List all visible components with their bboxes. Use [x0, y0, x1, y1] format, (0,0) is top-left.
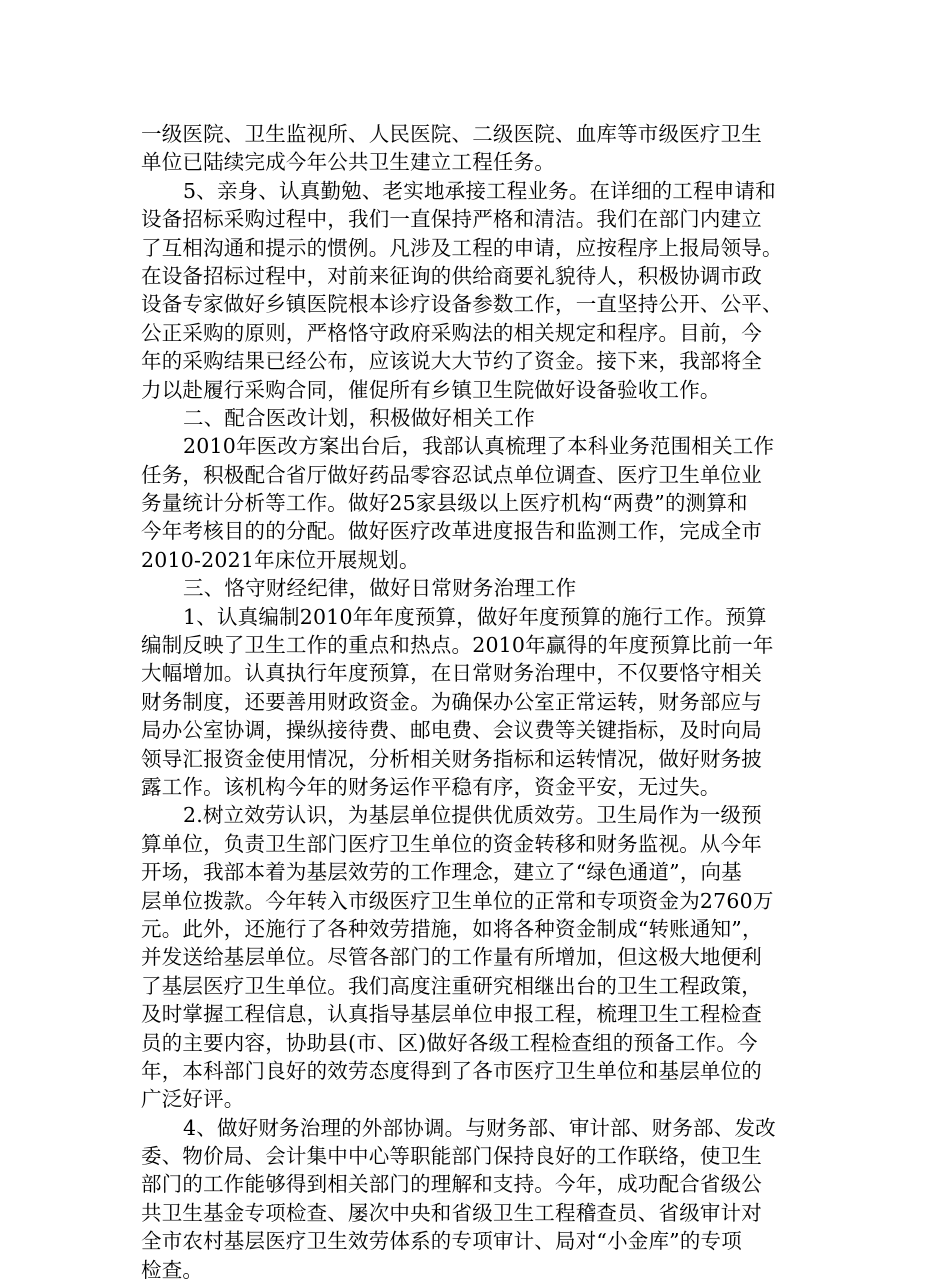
text-line: 元。此外，还施行了各种效劳措施，如将各种资金制成“转账通知”， — [141, 916, 763, 941]
text-line: 领导汇报资金使用情况，分析相关财务指标和运转情况，做好财务披 — [141, 746, 762, 771]
text-line: 2010-2021年床位开展规划。 — [141, 547, 420, 572]
text-line: 今年考核目的的分配。做好医疗改革进度报告和监测工作，完成全市 — [141, 519, 762, 544]
text-line: 委、物价局、会计集中中心等职能部门保持良好的工作联络，使卫生 — [141, 1144, 762, 1169]
text-line: 财务制度，还要善用财政资金。为确保办公室正常运转，财务部应与 — [141, 689, 762, 714]
text-line: 设备招标采购过程中，我们一直保持严格和清洁。我们在部门内建立 — [141, 207, 762, 232]
text-line: 广泛好评。 — [141, 1087, 245, 1112]
text-line: 层单位拨款。今年转入市级医疗卫生单位的正常和专项资金为2760万 — [141, 888, 774, 913]
paragraph-start-line: 2.树立效劳认识，为基层单位提供优质效劳。卫生局作为一级预 — [183, 803, 762, 828]
paragraph-start-line: 5、亲身、认真勤勉、老实地承接工程业务。在详细的工程申请和 — [183, 178, 776, 203]
text-line: 开场，我部本着为基层效劳的工作理念，建立了“绿色通道”，向基 — [141, 860, 742, 885]
text-line: 年，本科部门良好的效劳态度得到了各市医疗卫生单位和基层单位的 — [141, 1058, 762, 1083]
text-line: 员的主要内容，协助县(市、区)做好各级工程检查组的预备工作。今 — [141, 1030, 758, 1055]
text-line: 算单位，负责卫生部门医疗卫生单位的资金转移和财务监视。从今年 — [141, 831, 762, 856]
text-line: 检查。 — [141, 1257, 204, 1282]
text-line: 编制反映了卫生工作的重点和热点。2010年赢得的年度预算比前一年 — [141, 633, 774, 658]
text-line: 年的采购结果已经公布，应该说大大节约了资金。接下来，我部将全 — [141, 349, 762, 374]
paragraph-start-line: 4、做好财务治理的外部协调。与财务部、审计部、财务部、发改 — [183, 1115, 776, 1140]
text-line: 在设备招标过程中，对前来征询的供给商要礼貌待人，积极协调市政 — [141, 263, 762, 288]
text-line: 局办公室协调，操纵接待费、邮电费、会议费等关键指标，及时向局 — [141, 718, 762, 743]
text-line: 共卫生基金专项检查、屡次中央和省级卫生工程稽查员、省级审计对 — [141, 1200, 762, 1225]
text-line: 力以赴履行采购合同，催促所有乡镇卫生院做好设备验收工作。 — [141, 377, 721, 402]
text-line: 并发送给基层单位。尽管各部门的工作量有所增加，但这极大地便利 — [141, 945, 762, 970]
text-line: 及时掌握工程信息，认真指导基层单位申报工程，梳理卫生工程检查 — [141, 1002, 762, 1027]
text-line: 设备专家做好乡镇医院根本诊疗设备参数工作，一直坚持公开、公平、 — [141, 292, 783, 317]
text-line: 公正采购的原则，严格恪守政府采购法的相关规定和程序。目前，今 — [141, 320, 762, 345]
paragraph-start-line: 2010年医改方案出台后，我部认真梳理了本科业务范围相关工作 — [183, 434, 775, 459]
section-heading: 二、配合医改计划，积极做好相关工作 — [183, 405, 535, 430]
text-line: 大幅增加。认真执行年度预算，在日常财务治理中，不仅要恪守相关 — [141, 661, 762, 686]
text-line: 一级医院、卫生监视所、人民医院、二级医院、血库等市级医疗卫生 — [141, 122, 762, 146]
text-line: 全市农村基层医疗卫生效劳体系的专项审计、局对“小金库”的专项 — [141, 1229, 742, 1254]
text-line: 务量统计分析等工作。做好25家县级以上医疗机构“两费”的测算和 — [141, 491, 748, 516]
paragraph-start-line: 1、认真编制2010年年度预算，做好年度预算的施行工作。预算 — [183, 604, 767, 629]
section-heading: 三、恪守财经纪律，做好日常财务治理工作 — [183, 576, 577, 601]
text-line: 了基层医疗卫生单位。我们高度注重研究相继出台的卫生工程政策， — [141, 973, 762, 998]
text-line: 了互相沟通和提示的惯例。凡涉及工程的申请，应按程序上报局领导。 — [141, 235, 783, 260]
text-line: 单位已陆续完成今年公共卫生建立工程任务。 — [141, 150, 555, 175]
text-line: 部门的工作能够得到相关部门的理解和支持。今年，成功配合省级公 — [141, 1172, 762, 1197]
document-body — [141, 120, 816, 1284]
text-line: 任务，积极配合省厅做好药品零容忍试点单位调查、医疗卫生单位业 — [141, 462, 762, 487]
text-line: 露工作。该机构今年的财务运作平稳有序，资金平安，无过失。 — [141, 774, 721, 799]
